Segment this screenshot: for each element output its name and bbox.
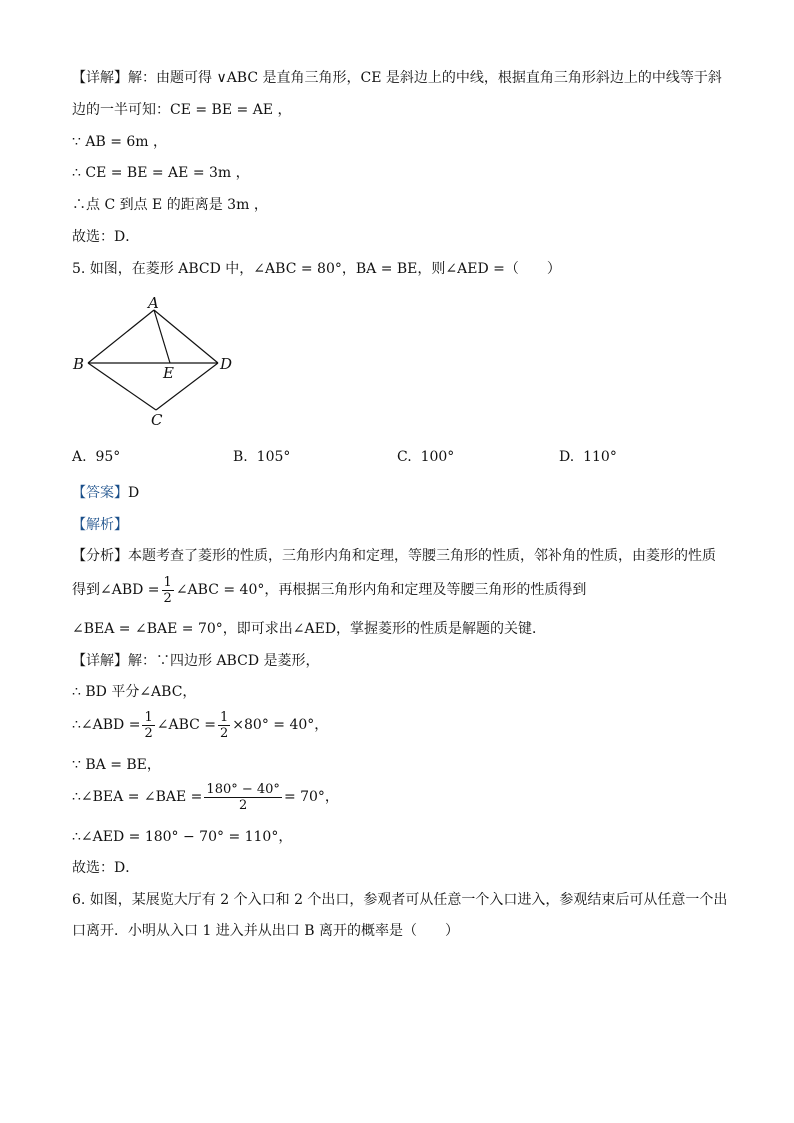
choice-b: B. 105° [233, 449, 291, 465]
analysis-line-2: 得到∠ABD = $\frac{1}{2}$ ∠ABC = 40°，再根据三角形内角和定理及等腰三角形的性质得到 [72, 574, 587, 606]
label-b: B [73, 355, 85, 373]
fraction-half: $\frac{1}{2}$ [144, 709, 153, 741]
detail-line-2: ∴ BD 平分∠ABC， [72, 684, 197, 700]
choice-a: A. 95° [72, 449, 121, 465]
solution-line-1: 【详解】解：由题可得 ∨ABC 是直角三角形，CE 是斜边上的中线，根据直角三角形斜边上的中线等于斜 [72, 70, 722, 86]
solution-line-3: ∵ AB = 6m ， [72, 134, 168, 150]
fraction-angle: $\frac{180^\circ - 40^\circ}{2}$ [206, 781, 280, 813]
edge-bc [88, 363, 156, 410]
fraction-half: $\frac{1}{2}$ [220, 709, 229, 741]
choice-d: D. 110° [559, 449, 617, 465]
question-5-text: 5. 如图，在菱形 ABCD 中，∠ABC = 80°，BA = BE，则∠AED =（ ） [72, 261, 561, 277]
edge-ab [88, 310, 154, 363]
answer-line [72, 483, 139, 503]
detail-line-7: 故选：D． [72, 860, 140, 876]
detail-line-5: ∴∠BEA = ∠BAE = $\frac{180^\circ - 40^\circ}{2}$ = 70°， [72, 781, 339, 813]
label-a: A [148, 295, 159, 312]
solution-choice-line: 故选：D． [72, 229, 140, 245]
choice-c: C. 100° [397, 449, 455, 465]
detail-line-4: ∵ BA = BE， [72, 757, 161, 773]
label-d: D [220, 355, 233, 373]
solution-line-4: ∴ CE = BE = AE = 3m ， [72, 165, 250, 181]
detail-line-6: ∴∠AED = 180° − 70° = 110°， [72, 829, 293, 845]
solution-line-5: ∴点 C 到点 E 的距离是 3m ， [72, 197, 268, 213]
rhombus-diagram [70, 295, 240, 430]
segment-ae [154, 310, 170, 363]
analysis-heading: 【解析】 [72, 517, 128, 533]
detail-line-3: ∴∠ABD = $\frac{1}{2}$ ∠ABC = $\frac{1}{2}$ ×80° = 40°， [72, 709, 329, 741]
question-6-line-2: 口离开．小明从入口 1 进入并从出口 B 离开的概率是（ ） [72, 923, 459, 939]
edge-ad [154, 310, 218, 363]
answer-value: D [128, 485, 140, 501]
analysis-line-1: 【分析】本题考查了菱形的性质，三角形内角和定理，等腰三角形的性质，邻补角的性质，由菱形的性质 [72, 548, 716, 564]
label-e: E [163, 364, 174, 382]
fraction-half: $\frac{1}{2}$ [163, 574, 172, 606]
answer-tag: 【答案】 [72, 485, 128, 501]
question-6-line-1: 6. 如图，某展览大厅有 2 个入口和 2 个出口，参观者可从任意一个入口进入，参观结束后可从任意一个出 [72, 892, 728, 908]
label-c: C [151, 411, 163, 429]
analysis-line-3: ∠BEA = ∠BAE = 70°，即可求出∠AED，掌握菱形的性质是解题的关键． [72, 621, 547, 637]
solution-line-2: 边的一半可知：CE = BE = AE ， [72, 102, 292, 118]
detail-line-1: 【详解】解：∵四边形 ABCD 是菱形， [72, 653, 320, 669]
